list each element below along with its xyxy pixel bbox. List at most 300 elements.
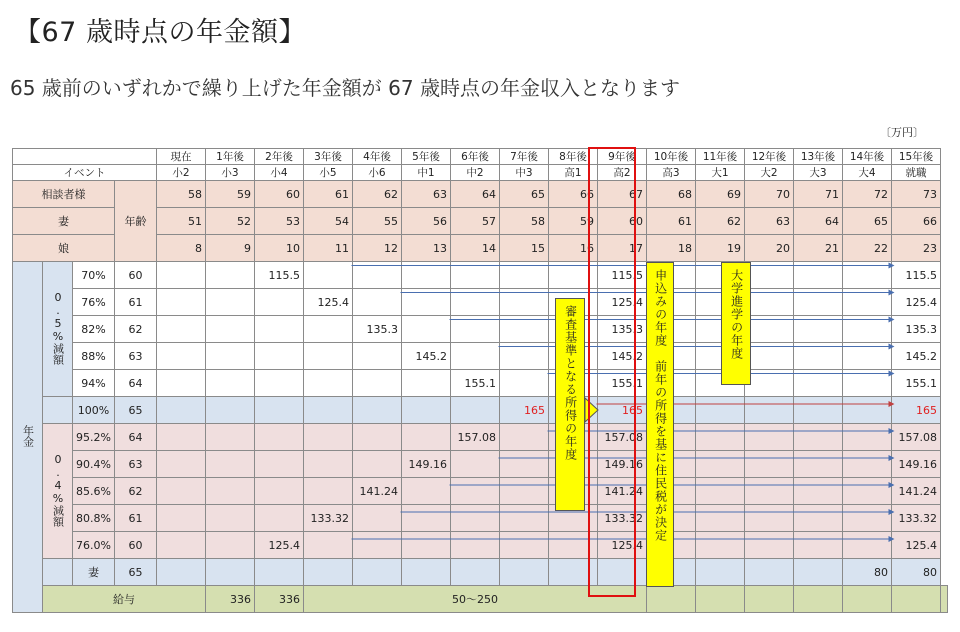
pension-value-cell: [157, 532, 206, 559]
event-cell: 小5: [304, 165, 353, 181]
pension-value-cell: [157, 343, 206, 370]
pension-value-cell: [402, 289, 451, 316]
pension-value-cell: [157, 316, 206, 343]
event-cell: 中3: [500, 165, 549, 181]
claim-age-cell: 62: [115, 478, 157, 505]
pension-value-cell: [647, 505, 696, 532]
wife-value-cell: [402, 559, 451, 586]
group1-label-cell: [43, 262, 73, 397]
event-cell: 大4: [843, 165, 892, 181]
vertical-label: 0.5%減額: [51, 290, 65, 365]
pension-value-cell: [696, 343, 745, 370]
pension-value-cell: [353, 289, 402, 316]
salary-empty-cell: [696, 586, 745, 613]
year-header-cell: 15年後: [892, 149, 941, 165]
pension-value-cell: [500, 478, 549, 505]
event-cell: 中2: [451, 165, 500, 181]
pension-value-cell: [255, 343, 304, 370]
age-value-cell: 64: [794, 208, 843, 235]
age-value-cell: 66: [892, 208, 941, 235]
group2-label-cell: [43, 424, 73, 559]
salary-empty-cell: [745, 586, 794, 613]
age-value-cell: 73: [892, 181, 941, 208]
age-value-cell: 62: [353, 181, 402, 208]
age-value-cell: 51: [157, 208, 206, 235]
pension-value-cell: [549, 532, 598, 559]
salary-range-cell: 50～250: [304, 586, 647, 613]
claim-age-cell: 63: [115, 451, 157, 478]
pension-value-cell: 115.5: [255, 262, 304, 289]
pension-value-cell: 115.5: [892, 262, 941, 289]
age-value-cell: 71: [794, 181, 843, 208]
pension-value-cell: [843, 343, 892, 370]
pension-value-cell: [451, 316, 500, 343]
pension-value-cell: [549, 505, 598, 532]
event-cell: 中1: [402, 165, 451, 181]
pension-value-cell: 155.1: [598, 370, 647, 397]
pension-row: [13, 289, 948, 316]
header-row-years: [13, 149, 948, 165]
pension-value-cell: 145.2: [402, 343, 451, 370]
pension-row: [13, 505, 948, 532]
pct-cell: 76.0%: [73, 532, 115, 559]
wife-value-cell: [647, 559, 696, 586]
age-value-cell: 60: [598, 208, 647, 235]
pension-value-cell: [843, 451, 892, 478]
pension-value-cell: [745, 451, 794, 478]
pension-value-cell: [500, 316, 549, 343]
wife-value-cell: [206, 559, 255, 586]
pension-value-cell: [304, 478, 353, 505]
pct-cell: 80.8%: [73, 505, 115, 532]
wife-value-cell: [255, 559, 304, 586]
wife-value-cell: [157, 559, 206, 586]
group-blank-cell: [43, 397, 73, 424]
pension-value-cell: [696, 289, 745, 316]
event-cell: 大2: [745, 165, 794, 181]
claim-age-cell: 61: [115, 289, 157, 316]
pension-value-cell: [843, 532, 892, 559]
pension-value-cell: 145.2: [892, 343, 941, 370]
pension-value-cell: [549, 316, 598, 343]
pension-value-cell: 157.08: [598, 424, 647, 451]
age-row-label: 相談者様: [13, 181, 115, 208]
pension-value-cell: [647, 451, 696, 478]
age-value-cell: 64: [451, 181, 500, 208]
year-header-cell: 6年後: [451, 149, 500, 165]
salary-now-cell: 336: [206, 586, 255, 613]
year-header-cell: 11年後: [696, 149, 745, 165]
year-header-cell: 7年後: [500, 149, 549, 165]
age-value-cell: 15: [500, 235, 549, 262]
age-value-cell: 22: [843, 235, 892, 262]
pension-value-cell: [745, 397, 794, 424]
event-cell: 就職: [892, 165, 941, 181]
pension-value-cell: [206, 316, 255, 343]
age-value-cell: 68: [647, 181, 696, 208]
pension-value-cell: 149.16: [402, 451, 451, 478]
pension-value-cell: [255, 370, 304, 397]
age-value-cell: 58: [157, 181, 206, 208]
pension-value-cell: [794, 316, 843, 343]
pension-value-cell: [157, 289, 206, 316]
pension-value-cell: [353, 532, 402, 559]
pension-value-cell: [206, 424, 255, 451]
pension-value-cell: [206, 505, 255, 532]
pension-value-cell: [157, 370, 206, 397]
pension-value-cell: [402, 370, 451, 397]
age-value-cell: 20: [745, 235, 794, 262]
age-value-cell: 55: [353, 208, 402, 235]
claim-age-cell: 62: [115, 316, 157, 343]
pension-value-cell: [451, 343, 500, 370]
pension-value-cell: [353, 262, 402, 289]
pension-value-cell: [794, 505, 843, 532]
pension-value-cell: [794, 289, 843, 316]
pension-value-cell: [549, 478, 598, 505]
pension-value-cell: [500, 532, 549, 559]
pension-value-cell: [451, 262, 500, 289]
year-header-cell: 現在: [157, 149, 206, 165]
pension-value-cell: 155.1: [451, 370, 500, 397]
vertical-label: 年金: [21, 424, 35, 447]
age-row: [13, 181, 948, 208]
pension-value-cell: 165: [598, 397, 647, 424]
pension-value-cell: [500, 451, 549, 478]
age-value-cell: 72: [843, 181, 892, 208]
pension-value-cell: [549, 262, 598, 289]
event-cell: 高1: [549, 165, 598, 181]
age-value-cell: 17: [598, 235, 647, 262]
pension-value-cell: 125.4: [892, 532, 941, 559]
pension-row: [13, 262, 948, 289]
pension-value-cell: [647, 478, 696, 505]
pension-value-cell: [304, 532, 353, 559]
pension-value-cell: [843, 289, 892, 316]
claim-age-cell: 64: [115, 370, 157, 397]
pension-value-cell: [745, 262, 794, 289]
pension-value-cell: [647, 397, 696, 424]
pension-value-cell: [206, 451, 255, 478]
age-value-cell: 8: [157, 235, 206, 262]
year-header-cell: 9年後: [598, 149, 647, 165]
header-blank: [13, 149, 157, 165]
pension-value-cell: [647, 262, 696, 289]
age-value-cell: 62: [696, 208, 745, 235]
pension-value-cell: [500, 262, 549, 289]
pension-value-cell: [304, 262, 353, 289]
age-value-cell: 19: [696, 235, 745, 262]
pension-value-cell: 133.32: [892, 505, 941, 532]
pension-value-cell: [843, 478, 892, 505]
age-value-cell: 66: [549, 181, 598, 208]
pension-value-cell: 165: [500, 397, 549, 424]
wife-label-cell: 妻: [73, 559, 115, 586]
pension-value-cell: [794, 532, 843, 559]
event-cell: 小3: [206, 165, 255, 181]
pension-value-cell: [647, 532, 696, 559]
wife-age-cell: 65: [115, 559, 157, 586]
pension-value-cell: [745, 289, 794, 316]
pension-value-cell: [157, 397, 206, 424]
pension-value-cell: [549, 343, 598, 370]
age-value-cell: 53: [255, 208, 304, 235]
pension-value-cell: 125.4: [304, 289, 353, 316]
pension-value-cell: [843, 262, 892, 289]
pension-value-cell: [549, 451, 598, 478]
pension-value-cell: 135.3: [892, 316, 941, 343]
pct-cell: 90.4%: [73, 451, 115, 478]
wife-value-cell: [549, 559, 598, 586]
pension-value-cell: 145.2: [598, 343, 647, 370]
pension-value-cell: [255, 397, 304, 424]
pct-cell: 100%: [73, 397, 115, 424]
salary-y1-cell: 336: [255, 586, 304, 613]
pension-value-cell: [353, 424, 402, 451]
age-value-cell: 9: [206, 235, 255, 262]
claim-age-cell: 65: [115, 397, 157, 424]
pension-value-cell: [206, 343, 255, 370]
pension-value-cell: [353, 451, 402, 478]
year-header-cell: 5年後: [402, 149, 451, 165]
event-cell: 小2: [157, 165, 206, 181]
claim-age-cell: 63: [115, 343, 157, 370]
pension-table: [12, 148, 948, 613]
pension-value-cell: [206, 262, 255, 289]
claim-age-cell: 64: [115, 424, 157, 451]
pension-value-cell: [794, 478, 843, 505]
pension-value-cell: [304, 316, 353, 343]
pension-value-cell: [304, 370, 353, 397]
event-cell: 小4: [255, 165, 304, 181]
pension-value-cell: [647, 424, 696, 451]
wife-value-cell: [500, 559, 549, 586]
age-value-cell: 67: [598, 181, 647, 208]
pension-value-cell: [402, 505, 451, 532]
age-value-cell: 21: [794, 235, 843, 262]
pct-cell: 85.6%: [73, 478, 115, 505]
age-value-cell: 16: [549, 235, 598, 262]
pension-value-cell: [647, 343, 696, 370]
pension-value-cell: [696, 451, 745, 478]
pension-row: [13, 370, 948, 397]
salary-empty-cell: [941, 586, 948, 613]
age-value-cell: 59: [206, 181, 255, 208]
event-label-cell: イベント: [13, 165, 157, 181]
pension-value-cell: [255, 424, 304, 451]
pension-value-cell: [500, 343, 549, 370]
pension-value-cell: 157.08: [892, 424, 941, 451]
wife-value-cell: [353, 559, 402, 586]
vertical-label: 0.4%減額: [51, 452, 65, 527]
age-value-cell: 59: [549, 208, 598, 235]
pension-value-cell: 125.4: [598, 289, 647, 316]
age-value-cell: 52: [206, 208, 255, 235]
pension-value-cell: [696, 424, 745, 451]
pension-value-cell: 149.16: [892, 451, 941, 478]
pension-row: [13, 532, 948, 559]
year-header-cell: 14年後: [843, 149, 892, 165]
pension-value-cell: [549, 397, 598, 424]
age-value-cell: 69: [696, 181, 745, 208]
pension-value-cell: [745, 478, 794, 505]
pension-value-cell: [500, 289, 549, 316]
pension-value-cell: [549, 424, 598, 451]
year-header-cell: 10年後: [647, 149, 696, 165]
age-value-cell: 18: [647, 235, 696, 262]
pension-value-cell: [255, 505, 304, 532]
pension-table-wrapper: [12, 148, 948, 613]
wife-value-cell: [696, 559, 745, 586]
pension-value-cell: [794, 370, 843, 397]
pension-value-cell: [843, 424, 892, 451]
pension-value-cell: [402, 532, 451, 559]
pension-value-cell: [157, 505, 206, 532]
age-value-cell: 61: [304, 181, 353, 208]
pension-value-cell: 165: [892, 397, 941, 424]
pension-value-cell: [402, 262, 451, 289]
pension-value-cell: [451, 532, 500, 559]
pension-value-cell: [794, 424, 843, 451]
age-value-cell: 57: [451, 208, 500, 235]
event-cell: 高3: [647, 165, 696, 181]
pension-value-cell: [500, 424, 549, 451]
callout-screening-text: 審査基準となる所得の年度: [563, 305, 578, 461]
pension-value-cell: [745, 505, 794, 532]
pension-value-cell: 133.32: [304, 505, 353, 532]
pct-cell: 70%: [73, 262, 115, 289]
claim-age-cell: 60: [115, 262, 157, 289]
pension-value-cell: [451, 397, 500, 424]
pension-label-cell: [13, 262, 43, 613]
age-value-cell: 23: [892, 235, 941, 262]
pension-value-cell: [304, 397, 353, 424]
wife-blank: [43, 559, 73, 586]
pension-value-cell: [696, 370, 745, 397]
pension-value-cell: 115.5: [598, 262, 647, 289]
wife-value-cell: [451, 559, 500, 586]
wife-value-cell: [794, 559, 843, 586]
pension-value-cell: [157, 424, 206, 451]
age-value-cell: 65: [500, 181, 549, 208]
pension-value-cell: 149.16: [598, 451, 647, 478]
pension-value-cell: 125.4: [255, 532, 304, 559]
age-value-cell: 11: [304, 235, 353, 262]
pension-value-cell: [794, 451, 843, 478]
callout-university-text: 大学進学の年度: [729, 269, 744, 360]
pension-value-cell: [206, 532, 255, 559]
pension-value-cell: [402, 478, 451, 505]
pension-row: [13, 343, 948, 370]
wife-value-cell: 80: [843, 559, 892, 586]
pension-value-cell: [206, 289, 255, 316]
salary-empty-cell: [843, 586, 892, 613]
pension-value-cell: [647, 370, 696, 397]
pension-value-cell: 141.24: [892, 478, 941, 505]
pension-value-cell: 125.4: [598, 532, 647, 559]
pct-cell: 95.2%: [73, 424, 115, 451]
event-cell: 大3: [794, 165, 843, 181]
pension-value-cell: [794, 343, 843, 370]
age-row-label: 妻: [13, 208, 115, 235]
pension-value-cell: [696, 505, 745, 532]
pension-value-cell: [206, 370, 255, 397]
pension-value-cell: [745, 532, 794, 559]
pension-value-cell: [451, 505, 500, 532]
pension-row: [13, 424, 948, 451]
pension-value-cell: [843, 316, 892, 343]
pension-row: [13, 397, 948, 424]
callout-application-text: 申込みの年度 前年の所得を基に住民税が決定: [653, 269, 668, 542]
pension-value-cell: [696, 478, 745, 505]
age-value-cell: 60: [255, 181, 304, 208]
pension-value-cell: [157, 478, 206, 505]
year-header-cell: 2年後: [255, 149, 304, 165]
salary-empty-cell: [647, 586, 696, 613]
age-value-cell: 54: [304, 208, 353, 235]
pension-value-cell: 157.08: [451, 424, 500, 451]
pension-value-cell: [255, 478, 304, 505]
pct-cell: 94%: [73, 370, 115, 397]
header-row-events: [13, 165, 948, 181]
year-header-cell: 3年後: [304, 149, 353, 165]
pension-value-cell: 141.24: [598, 478, 647, 505]
pension-value-cell: [402, 424, 451, 451]
pension-value-cell: [353, 505, 402, 532]
year-header-cell: 13年後: [794, 149, 843, 165]
age-value-cell: 12: [353, 235, 402, 262]
pension-value-cell: 135.3: [353, 316, 402, 343]
event-cell: 大1: [696, 165, 745, 181]
age-value-cell: 10: [255, 235, 304, 262]
age-value-cell: 13: [402, 235, 451, 262]
salary-row: [13, 586, 948, 613]
pension-value-cell: [255, 451, 304, 478]
age-value-cell: 70: [745, 181, 794, 208]
wife-pension-row: [13, 559, 948, 586]
salary-empty-cell: [892, 586, 941, 613]
pension-value-cell: [304, 424, 353, 451]
year-header-cell: 1年後: [206, 149, 255, 165]
pension-value-cell: [451, 451, 500, 478]
pension-value-cell: [745, 370, 794, 397]
page-title: 【67 歳時点の年金額】: [14, 17, 306, 48]
year-header-cell: 4年後: [353, 149, 402, 165]
pension-value-cell: 141.24: [353, 478, 402, 505]
pension-value-cell: [745, 424, 794, 451]
event-cell: 高2: [598, 165, 647, 181]
pension-value-cell: [402, 397, 451, 424]
age-value-cell: 14: [451, 235, 500, 262]
pension-value-cell: [794, 397, 843, 424]
pension-value-cell: [206, 397, 255, 424]
page-subtitle: 65 歳前のいずれかで繰り上げた年金額が 67 歳時点の年金収入となります: [10, 76, 680, 100]
pension-value-cell: [745, 343, 794, 370]
pension-value-cell: [451, 478, 500, 505]
pension-value-cell: [206, 478, 255, 505]
age-value-cell: 63: [745, 208, 794, 235]
year-header-cell: 8年後: [549, 149, 598, 165]
pct-cell: 82%: [73, 316, 115, 343]
pension-value-cell: [696, 397, 745, 424]
salary-empty-cell: [794, 586, 843, 613]
age-value-cell: 61: [647, 208, 696, 235]
pct-cell: 88%: [73, 343, 115, 370]
pension-row: [13, 478, 948, 505]
pension-value-cell: [843, 370, 892, 397]
pension-value-cell: [843, 397, 892, 424]
claim-age-cell: 60: [115, 532, 157, 559]
